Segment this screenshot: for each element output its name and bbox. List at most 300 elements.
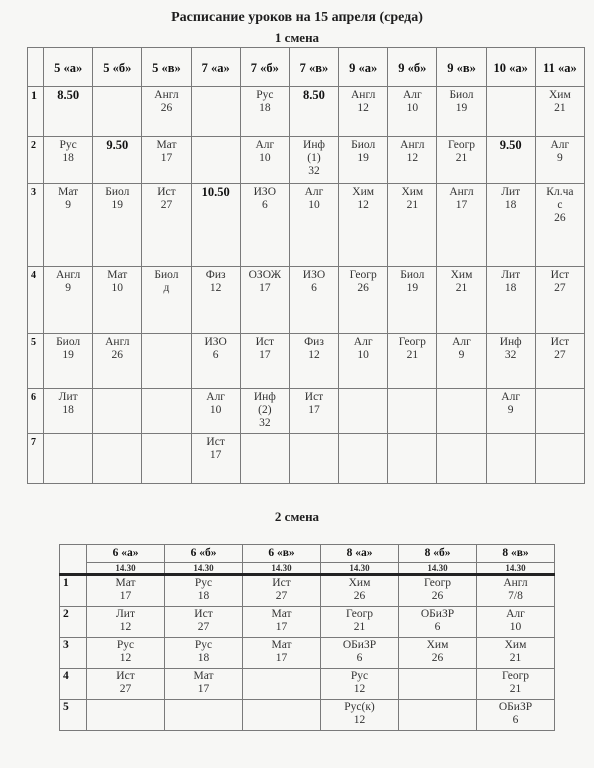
- lesson-cell: [437, 137, 486, 184]
- cell-line: 26: [431, 589, 444, 602]
- class-header: 7 «а»: [191, 48, 240, 87]
- cell-line: Рус: [194, 577, 213, 589]
- cell-line: 8.50: [303, 88, 325, 102]
- cell-line: 21: [455, 152, 468, 164]
- corner-cell: [60, 545, 87, 575]
- lesson-cell: [535, 87, 584, 137]
- class-header: 5 «б»: [93, 48, 142, 87]
- lesson-cell: [191, 137, 240, 184]
- lesson-number: 1: [28, 87, 44, 137]
- cell-line: Лит: [501, 269, 521, 281]
- class-header: 5 «а»: [44, 48, 93, 87]
- cell-line: Ист: [157, 186, 176, 198]
- cell-line: 27: [554, 349, 566, 361]
- cell-line: 7/8: [508, 589, 523, 602]
- cell-line: 12: [119, 620, 132, 633]
- lesson-cell: [240, 137, 289, 184]
- start-time-cell: 14.30: [477, 563, 555, 575]
- shift2-header-row: [60, 545, 555, 563]
- cell-line: 21: [406, 199, 419, 211]
- lesson-row: [28, 184, 585, 267]
- lesson-cell: [93, 267, 142, 334]
- lesson-row: [28, 267, 585, 334]
- cell-line: (1): [307, 152, 321, 164]
- lesson-cell: [243, 607, 321, 638]
- lesson-cell: [388, 389, 437, 434]
- lesson-cell: [339, 389, 388, 434]
- lesson-number: 2: [28, 137, 44, 184]
- cell-line: 32: [504, 349, 517, 361]
- lesson-cell: [142, 87, 191, 137]
- lesson-cell: [44, 334, 93, 389]
- cell-line: 17: [455, 199, 468, 211]
- lesson-number: 3: [28, 184, 44, 267]
- cell-line: 26: [353, 589, 366, 602]
- cell-line: 10: [308, 199, 320, 211]
- lesson-cell: [339, 184, 388, 267]
- lesson-cell: [399, 575, 477, 607]
- lesson-cell: [243, 669, 321, 700]
- cell-line: Алг: [206, 391, 226, 403]
- cell-line: 21: [554, 102, 566, 114]
- lesson-cell: [191, 87, 240, 137]
- lesson-cell: [399, 638, 477, 669]
- cell-line: д: [163, 282, 170, 294]
- lesson-cell: [191, 434, 240, 484]
- cell-line: 12: [353, 682, 366, 695]
- cell-line: Биол: [56, 336, 81, 348]
- cell-line: 27: [197, 620, 210, 633]
- cell-line: 18: [504, 199, 517, 211]
- lesson-cell: [289, 137, 338, 184]
- lesson-cell: [93, 184, 142, 267]
- lesson-cell: [399, 669, 477, 700]
- cell-line: Ист: [116, 670, 135, 682]
- lesson-cell: [165, 700, 243, 731]
- cell-line: Геогр: [447, 139, 476, 151]
- lesson-cell: [339, 434, 388, 484]
- lesson-cell: [535, 389, 584, 434]
- lesson-cell: [165, 638, 243, 669]
- lesson-cell: [240, 434, 289, 484]
- cell-line: 32: [308, 165, 320, 177]
- lesson-cell: [93, 334, 142, 389]
- lesson-number: 2: [60, 607, 87, 638]
- lesson-cell: [321, 638, 399, 669]
- lesson-cell: [87, 575, 165, 607]
- shift1-header-row: [28, 48, 585, 87]
- lesson-cell: [437, 434, 486, 484]
- cell-line: 19: [62, 349, 74, 361]
- class-header: 7 «б»: [240, 48, 289, 87]
- lesson-number: 3: [60, 638, 87, 669]
- lesson-cell: [321, 575, 399, 607]
- cell-line: 17: [197, 682, 210, 695]
- cell-line: 21: [353, 620, 366, 633]
- cell-line: 6: [512, 713, 519, 726]
- lesson-row: [28, 334, 585, 389]
- lesson-number: 6: [28, 389, 44, 434]
- cell-line: Лит: [58, 391, 78, 403]
- lesson-cell: [240, 87, 289, 137]
- cell-line: Биол: [105, 186, 130, 198]
- start-time-cell: [44, 87, 93, 137]
- cell-line: 6: [356, 651, 363, 664]
- lesson-cell: [321, 700, 399, 731]
- cell-line: Рус: [350, 670, 369, 682]
- lesson-cell: [165, 575, 243, 607]
- cell-line: Англ: [55, 269, 81, 281]
- lesson-cell: [388, 87, 437, 137]
- lesson-cell: [535, 334, 584, 389]
- cell-line: 18: [197, 589, 210, 602]
- cell-line: 19: [357, 152, 369, 164]
- lesson-cell: [240, 334, 289, 389]
- cell-line: 27: [119, 682, 132, 695]
- cell-line: Биол: [154, 269, 179, 281]
- lesson-cell: [289, 267, 338, 334]
- lesson-number: 4: [28, 267, 44, 334]
- lesson-cell: [289, 334, 338, 389]
- cell-line: Мат: [271, 608, 292, 620]
- cell-line: 26: [111, 349, 124, 361]
- cell-line: Геогр: [345, 608, 374, 620]
- cell-line: 19: [111, 199, 124, 211]
- lesson-cell: [165, 669, 243, 700]
- cell-line: 17: [275, 620, 288, 633]
- cell-line: 10.50: [201, 185, 230, 199]
- start-time-cell: 14.30: [399, 563, 477, 575]
- lesson-cell: [437, 184, 486, 267]
- lesson-cell: [339, 334, 388, 389]
- lesson-cell: [486, 434, 535, 484]
- start-time-cell: [289, 87, 338, 137]
- lesson-cell: [243, 575, 321, 607]
- cell-line: 9: [507, 404, 514, 416]
- cell-line: Физ: [205, 269, 226, 281]
- lesson-cell: [477, 638, 555, 669]
- lesson-cell: [388, 334, 437, 389]
- cell-line: 17: [259, 282, 271, 294]
- cell-line: 9.50: [499, 138, 522, 152]
- cell-line: 17: [275, 651, 288, 664]
- cell-line: 21: [455, 282, 468, 294]
- cell-line: Англ: [400, 139, 425, 151]
- cell-line: 12: [357, 199, 369, 211]
- lesson-cell: [142, 137, 191, 184]
- class-header: 8 «в»: [477, 545, 555, 563]
- cell-line: Кл.ча: [546, 186, 574, 198]
- cell-line: Рус: [116, 639, 135, 651]
- cell-line: Лит: [116, 608, 135, 620]
- lesson-cell: [477, 575, 555, 607]
- class-header: 5 «в»: [142, 48, 191, 87]
- cell-line: Хим: [504, 639, 527, 651]
- class-header: 11 «а»: [535, 48, 584, 87]
- cell-line: Ист: [194, 608, 213, 620]
- lesson-cell: [93, 389, 142, 434]
- cell-line: Рус: [256, 89, 274, 101]
- lesson-row: [28, 434, 585, 484]
- class-header: 6 «б»: [165, 545, 243, 563]
- cell-line: 10: [406, 102, 419, 114]
- cell-line: 9: [65, 282, 71, 294]
- lesson-cell: [388, 267, 437, 334]
- shift1-label: 1 смена: [274, 30, 320, 45]
- lesson-cell: [93, 87, 142, 137]
- cell-line: Алг: [452, 336, 471, 348]
- cell-line: 12: [308, 349, 320, 361]
- lesson-cell: [87, 669, 165, 700]
- cell-line: 26: [357, 282, 369, 294]
- lesson-cell: [321, 669, 399, 700]
- page-title: Расписание уроков на 15 апреля (среда): [171, 10, 423, 25]
- cell-line: 21: [406, 349, 419, 361]
- start-time-cell: [93, 137, 142, 184]
- cell-line: Геогр: [423, 577, 452, 589]
- lesson-number: 5: [60, 700, 87, 731]
- cell-line: 27: [554, 282, 566, 294]
- start-time-cell: [191, 184, 240, 267]
- lesson-cell: [399, 700, 477, 731]
- lesson-cell: [142, 334, 191, 389]
- class-header: 10 «а»: [486, 48, 535, 87]
- cell-line: Хим: [352, 186, 375, 198]
- lesson-cell: [87, 607, 165, 638]
- cell-line: Мат: [115, 577, 136, 589]
- cell-line: Мат: [107, 269, 128, 281]
- cell-line: Англ: [154, 89, 179, 101]
- cell-line: 17: [259, 349, 271, 361]
- lesson-row: [60, 700, 555, 731]
- lesson-number: 4: [60, 669, 87, 700]
- cell-line: Физ: [304, 336, 324, 348]
- cell-line: Алг: [550, 139, 570, 151]
- class-header: 6 «а»: [87, 545, 165, 563]
- lesson-cell: [87, 638, 165, 669]
- lesson-cell: [289, 184, 338, 267]
- cell-line: Ист: [272, 577, 291, 589]
- cell-line: 6: [261, 199, 268, 211]
- lesson-cell: [388, 184, 437, 267]
- class-header: 6 «в»: [243, 545, 321, 563]
- lesson-cell: [44, 137, 93, 184]
- class-header: 9 «а»: [339, 48, 388, 87]
- cell-line: 21: [509, 682, 522, 695]
- lesson-cell: [437, 334, 486, 389]
- cell-line: 18: [259, 102, 271, 114]
- lesson-cell: [339, 137, 388, 184]
- lesson-cell: [289, 389, 338, 434]
- cell-line: 17: [119, 589, 132, 602]
- class-header: 8 «а»: [321, 545, 399, 563]
- cell-line: Инф: [253, 391, 276, 403]
- lesson-cell: [437, 267, 486, 334]
- cell-line: Алг: [353, 336, 373, 348]
- lesson-number: 5: [28, 334, 44, 389]
- cell-line: Англ: [105, 336, 130, 348]
- cell-line: 17: [209, 449, 222, 461]
- lesson-cell: [44, 267, 93, 334]
- lesson-cell: [535, 184, 584, 267]
- cell-line: 9: [458, 349, 465, 361]
- lesson-cell: [477, 669, 555, 700]
- cell-line: Хим: [401, 186, 424, 198]
- cell-line: 18: [504, 282, 517, 294]
- cell-line: 21: [509, 651, 522, 664]
- cell-line: 18: [62, 404, 74, 416]
- cell-line: (2): [258, 404, 272, 416]
- cell-line: Рус(к): [344, 701, 375, 713]
- cell-line: 19: [406, 282, 419, 294]
- cell-line: Ист: [206, 436, 225, 448]
- cell-line: Мат: [193, 670, 214, 682]
- cell-line: 6: [212, 349, 219, 361]
- lesson-cell: [289, 434, 338, 484]
- lesson-cell: [486, 87, 535, 137]
- lesson-cell: [437, 87, 486, 137]
- lesson-cell: [437, 389, 486, 434]
- corner-cell: [28, 48, 44, 87]
- shift2-table: [59, 544, 555, 731]
- lesson-cell: [93, 434, 142, 484]
- lesson-cell: [339, 267, 388, 334]
- lesson-cell: [191, 389, 240, 434]
- cell-line: Алг: [501, 391, 521, 403]
- lesson-cell: [486, 334, 535, 389]
- start-time-cell: 14.30: [321, 563, 399, 575]
- lesson-cell: [339, 87, 388, 137]
- lesson-cell: [44, 434, 93, 484]
- cell-line: Биол: [449, 89, 474, 101]
- lesson-cell: [240, 267, 289, 334]
- cell-line: Ист: [550, 269, 570, 281]
- cell-line: 10: [259, 152, 271, 164]
- start-time-cell: 14.30: [165, 563, 243, 575]
- lesson-cell: [388, 434, 437, 484]
- lesson-cell: [240, 184, 289, 267]
- cell-line: 12: [119, 651, 132, 664]
- lesson-cell: [191, 334, 240, 389]
- cell-line: 17: [308, 404, 320, 416]
- cell-line: ИЗО: [253, 186, 276, 198]
- class-header: 8 «б»: [399, 545, 477, 563]
- lesson-row: [28, 389, 585, 434]
- cell-line: ИЗО: [204, 336, 227, 348]
- cell-line: Геогр: [501, 670, 530, 682]
- cell-line: Биол: [351, 139, 376, 151]
- lesson-row: [60, 575, 555, 607]
- lesson-cell: [399, 607, 477, 638]
- cell-line: 12: [353, 713, 366, 726]
- cell-line: Ист: [255, 336, 275, 348]
- cell-line: Лит: [501, 186, 521, 198]
- cell-line: Мат: [156, 139, 177, 151]
- cell-line: 12: [406, 152, 419, 164]
- lesson-cell: [486, 267, 535, 334]
- cell-line: ОБиЗР: [342, 639, 377, 651]
- shift2-times-row: [60, 563, 555, 575]
- cell-line: ОЗОЖ: [248, 269, 282, 281]
- shift1-table: [27, 47, 585, 484]
- cell-line: 12: [357, 102, 369, 114]
- lesson-cell: [87, 700, 165, 731]
- cell-line: Англ: [449, 186, 474, 198]
- cell-line: Хим: [549, 89, 571, 101]
- cell-line: ИЗО: [302, 269, 326, 281]
- cell-line: 9: [557, 152, 563, 164]
- lesson-cell: [142, 389, 191, 434]
- lesson-cell: [486, 184, 535, 267]
- lesson-number: 7: [28, 434, 44, 484]
- lesson-cell: [535, 137, 584, 184]
- cell-line: Инф: [499, 336, 522, 348]
- lesson-row: [28, 137, 585, 184]
- lesson-cell: [535, 267, 584, 334]
- lesson-cell: [165, 607, 243, 638]
- lesson-cell: [243, 700, 321, 731]
- cell-line: Геогр: [349, 269, 377, 281]
- cell-line: с: [557, 199, 563, 211]
- shift2-label: 2 смена: [274, 509, 320, 524]
- cell-line: 10: [509, 620, 522, 633]
- cell-line: 12: [209, 282, 222, 294]
- cell-line: Ист: [304, 391, 324, 403]
- cell-line: 19: [455, 102, 468, 114]
- cell-line: Алг: [506, 608, 525, 620]
- lesson-cell: [535, 434, 584, 484]
- lesson-row: [60, 638, 555, 669]
- cell-line: Хим: [426, 639, 449, 651]
- lesson-cell: [142, 184, 191, 267]
- cell-line: Мат: [58, 186, 79, 198]
- cell-line: 8.50: [57, 88, 80, 102]
- class-header: 9 «б»: [388, 48, 437, 87]
- cell-line: 10: [357, 349, 369, 361]
- cell-line: 26: [431, 651, 444, 664]
- class-header: 9 «в»: [437, 48, 486, 87]
- cell-line: 27: [275, 589, 288, 602]
- lesson-cell: [44, 389, 93, 434]
- lesson-cell: [486, 389, 535, 434]
- lesson-row: [60, 669, 555, 700]
- cell-line: Хим: [450, 269, 473, 281]
- cell-line: 32: [259, 417, 271, 429]
- lesson-cell: [240, 389, 289, 434]
- lesson-cell: [142, 267, 191, 334]
- cell-line: Алг: [402, 89, 422, 101]
- cell-line: Рус: [59, 139, 77, 151]
- cell-line: 27: [160, 199, 173, 211]
- cell-line: 10: [111, 282, 124, 294]
- start-time-cell: 14.30: [87, 563, 165, 575]
- cell-line: Алг: [304, 186, 324, 198]
- lesson-number: 1: [60, 575, 87, 607]
- cell-line: Инф: [303, 139, 325, 151]
- cell-line: Ист: [550, 336, 570, 348]
- lesson-cell: [191, 267, 240, 334]
- cell-line: Англ: [350, 89, 376, 101]
- cell-line: 17: [160, 152, 173, 164]
- cell-line: 10: [209, 404, 222, 416]
- lesson-cell: [321, 607, 399, 638]
- cell-line: 6: [434, 620, 441, 633]
- lesson-row: [60, 607, 555, 638]
- cell-line: 6: [311, 282, 317, 294]
- lesson-cell: [44, 184, 93, 267]
- cell-line: 26: [160, 102, 173, 114]
- lesson-row: [28, 87, 585, 137]
